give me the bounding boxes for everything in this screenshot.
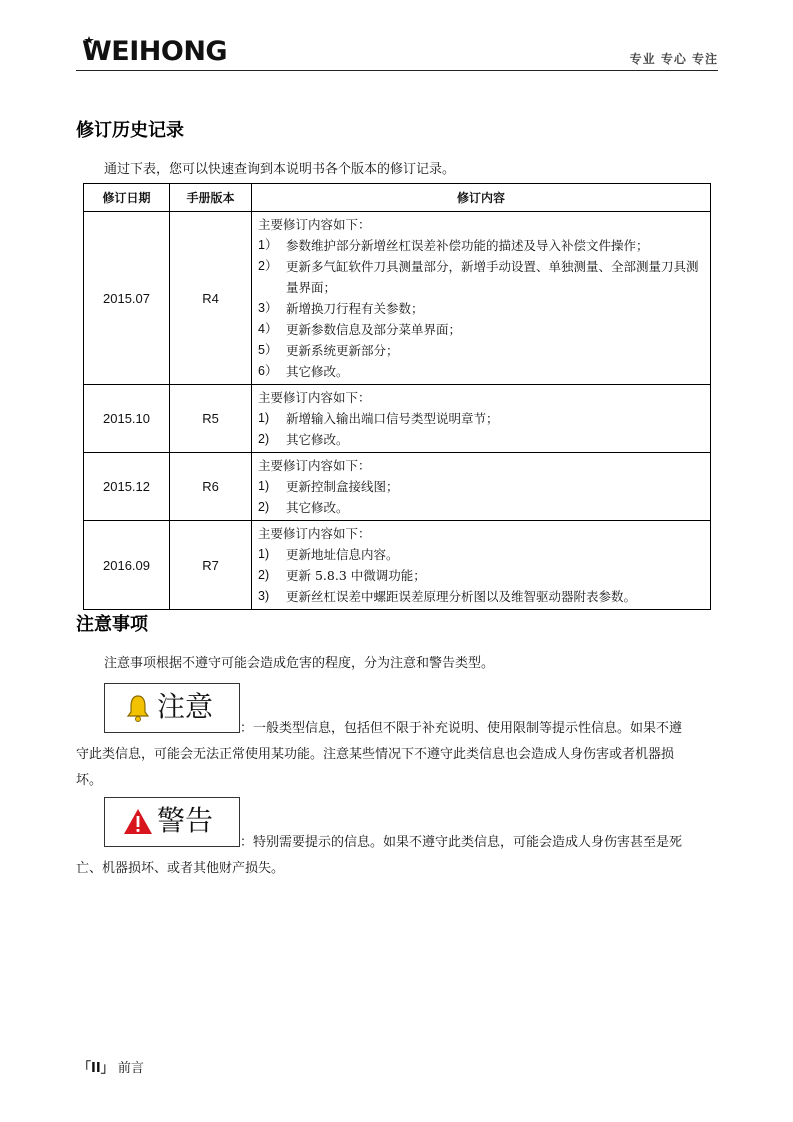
item-text: 更新丝杠误差中螺距误差原理分析图以及维智驱动器附表参数。 xyxy=(286,589,637,604)
list-item xyxy=(258,298,704,319)
table-row xyxy=(84,453,711,521)
item-number: 5） xyxy=(258,343,278,357)
weihong-logo xyxy=(76,36,226,68)
item-text: 其它修改。 xyxy=(286,364,349,379)
notes-title: 注意事项 xyxy=(76,614,148,635)
item-text: 更新系统更新部分； xyxy=(286,343,399,358)
list-item xyxy=(258,256,704,298)
list-item xyxy=(258,340,704,361)
revision-version: R5 xyxy=(170,385,252,453)
item-text: 新增换刀行程有关参数； xyxy=(286,301,424,316)
item-number: 1) xyxy=(258,479,270,493)
list-item xyxy=(258,586,704,607)
revision-intro: 通过下表，您可以快速查询到本说明书各个版本的修订记录。 xyxy=(104,162,456,177)
list-item xyxy=(258,319,704,340)
column-header-date: 修订日期 xyxy=(84,184,170,212)
list-item xyxy=(258,361,704,382)
caution-text-line-1: ：一般类型信息，包括但不限于补充说明、使用限制等提示性信息。如果不遵 xyxy=(240,721,683,736)
list-item xyxy=(258,408,704,429)
item-number: 3) xyxy=(258,589,270,603)
page-number: 「II」 xyxy=(78,1061,114,1076)
item-number: 1) xyxy=(258,547,270,561)
revision-content xyxy=(252,212,711,385)
item-text: 新增输入输出端口信号类型说明章节； xyxy=(286,411,499,426)
table-header-row xyxy=(84,184,711,212)
revision-content xyxy=(252,453,711,521)
item-text: 更新地址信息内容。 xyxy=(286,547,399,562)
warning-text-line-1: ：特别需要提示的信息。如果不遵守此类信息，可能会造成人身伤害甚至是死 xyxy=(240,835,683,850)
revision-title: 修订历史记录 xyxy=(76,120,184,141)
header-slogan: 专业 专心 专注 xyxy=(629,52,718,66)
item-number: 3） xyxy=(258,301,278,315)
item-text: 更新控制盒接线图； xyxy=(286,479,399,494)
item-text: 其它修改。 xyxy=(286,432,349,447)
item-text: 更新 5.8.3 中微调功能； xyxy=(286,568,426,583)
caution-text-line-3: 坏。 xyxy=(76,773,103,788)
caution-box xyxy=(104,683,240,733)
revision-date: 2015.07 xyxy=(84,212,170,385)
list-item xyxy=(258,497,704,518)
item-text: 更新多气缸软件刀具测量部分，新增手动设置、单独测量、全部测量刀具测量界面； xyxy=(286,259,699,295)
revision-heading: 主要修订内容如下： xyxy=(258,217,371,232)
warning-box xyxy=(104,797,240,847)
page-header xyxy=(76,34,718,71)
table-row xyxy=(84,521,711,610)
item-number: 2) xyxy=(258,500,270,514)
list-item xyxy=(258,476,704,497)
page-footer xyxy=(78,1057,144,1076)
warning-triangle-icon xyxy=(123,807,153,837)
list-item xyxy=(258,565,704,586)
caution-text-line-2: 守此类信息，可能会无法正常使用某功能。注意某些情况下不遵守此类信息也会造成人身伤害或者机器损 xyxy=(76,747,675,762)
revision-heading: 主要修订内容如下： xyxy=(258,390,371,405)
caution-label: 注意 xyxy=(157,690,214,723)
revision-version: R6 xyxy=(170,453,252,521)
list-item xyxy=(258,235,704,256)
revision-date: 2016.09 xyxy=(84,521,170,610)
footer-section: 前言 xyxy=(117,1061,144,1076)
item-number: 6） xyxy=(258,364,278,378)
item-number: 4） xyxy=(258,322,278,336)
item-number: 1) xyxy=(258,411,270,425)
revision-version: R4 xyxy=(170,212,252,385)
item-text: 更新参数信息及部分菜单界面； xyxy=(286,322,462,337)
revision-date: 2015.10 xyxy=(84,385,170,453)
item-text: 参数维护部分新增丝杠误差补偿功能的描述及导入补偿文件操作； xyxy=(286,238,649,253)
column-header-content: 修订内容 xyxy=(252,184,711,212)
revision-content xyxy=(252,385,711,453)
revision-date: 2015.12 xyxy=(84,453,170,521)
column-header-version: 手册版本 xyxy=(170,184,252,212)
notes-intro: 注意事项根据不遵守可能会造成危害的程度，分为注意和警告类型。 xyxy=(104,656,495,671)
table-row xyxy=(84,385,711,453)
revision-heading: 主要修订内容如下： xyxy=(258,458,371,473)
item-text: 其它修改。 xyxy=(286,500,349,515)
item-number: 1） xyxy=(258,238,278,252)
revision-heading: 主要修订内容如下： xyxy=(258,526,371,541)
list-item xyxy=(258,429,704,450)
revision-content xyxy=(252,521,711,610)
list-item xyxy=(258,544,704,565)
item-number: 2） xyxy=(258,259,278,273)
logo-text: WEIHONG xyxy=(82,36,228,67)
warning-text-line-2: 亡、机器损坏、或者其他财产损失。 xyxy=(76,861,285,876)
warning-label: 警告 xyxy=(157,804,214,837)
item-number: 2) xyxy=(258,432,270,446)
revision-version: R7 xyxy=(170,521,252,610)
bell-icon xyxy=(123,693,153,723)
revision-table xyxy=(83,183,711,610)
item-number: 2) xyxy=(258,568,270,582)
table-row xyxy=(84,212,711,385)
